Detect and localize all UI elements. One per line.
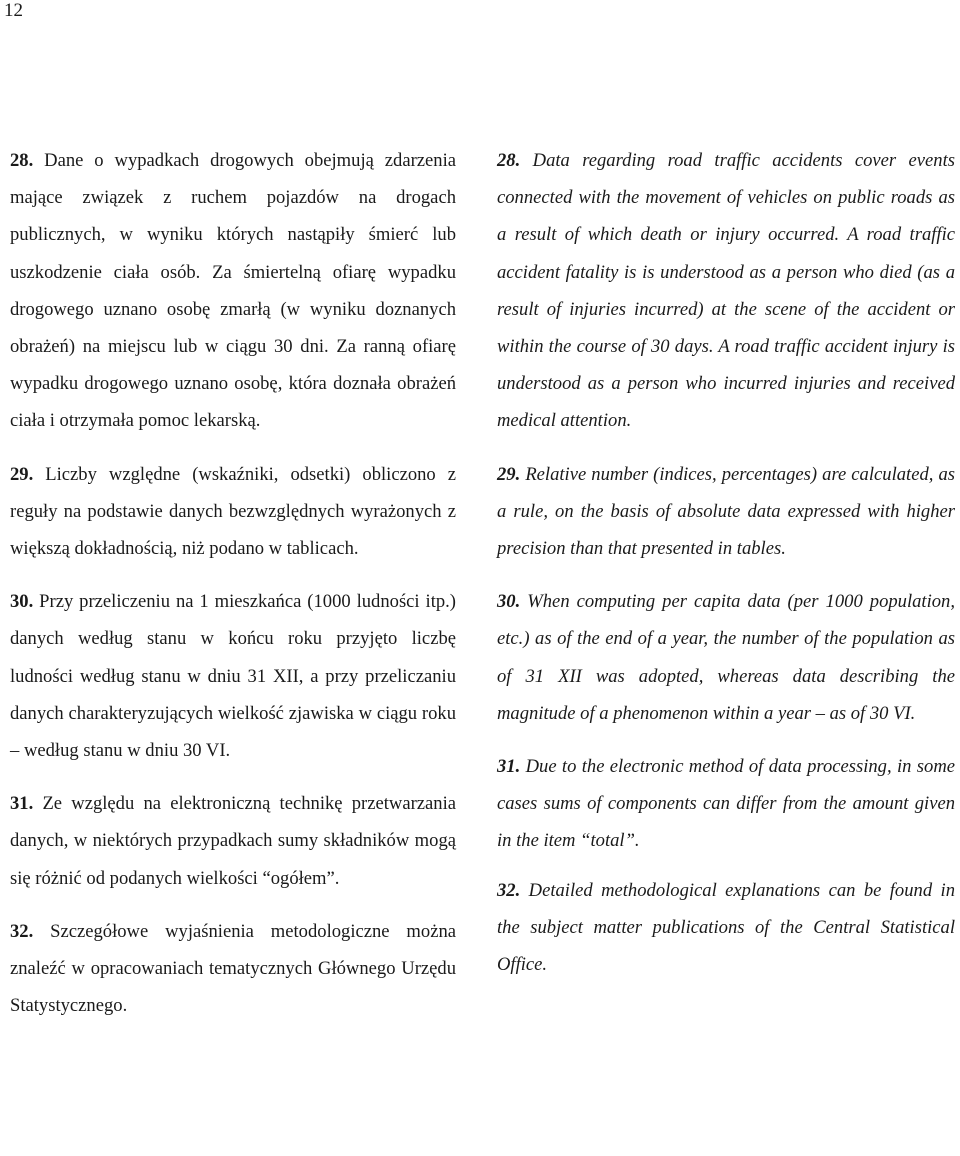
paragraph-en-32 [497, 872, 955, 984]
paragraph-en-28 [497, 142, 955, 440]
paragraph-text: Liczby względne (wskaźniki, odsetki) obliczono z reguły na podstawie danych bezwzględnych wyrażonych z większą dokładnością, niż podano w tablicach. [10, 463, 456, 560]
english-column [497, 142, 955, 983]
paragraph-number: 29. [10, 463, 34, 485]
paragraph-number: 30. [497, 591, 521, 613]
paragraph-text: Data regarding road traffic accidents cover events connected with the movement of vehicles on public roads as a result of which death or injury occurred. A road traffic accident fatality is is understood as a person who died (as a result of injuries incurred) at the scene of the accident or within the course of 30 days. A road traffic accident injury is understood as a person who incurred injuries and received medical attention. [497, 150, 955, 432]
paragraph-en-29 [497, 456, 955, 568]
paragraph-number: 29. [497, 463, 521, 485]
paragraph-number: 32. [10, 920, 34, 942]
paragraph-number: 28. [497, 150, 521, 171]
paragraph-text: Detailed methodological explanations can be found in the subject matter publications of the Central Statistical Office. [497, 879, 955, 976]
paragraph-text: Przy przeliczeniu na 1 mieszkańca (1000 ludności itp.) danych według stanu w końcu roku przyjęto liczbę ludności według stanu w dniu 31 XII, a przy przeliczaniu danych charakteryzujących wielkość zjawiska w ciągu roku – według stanu w dniu 30 VI. [10, 591, 456, 762]
paragraph-text: Due to the electronic method of data processing, in some cases sums of components can differ from the amount given in the item “total”. [497, 756, 955, 852]
paragraph-text: Ze względu na elektroniczną technikę przetwarzania danych, w niektórych przypadkach sumy składników mogą się różnić od podanych wielkości “ogółem”. [10, 793, 456, 889]
paragraph-number: 31. [497, 756, 521, 778]
paragraph-text: When computing per capita data (per 1000 population, etc.) as of the end of a year, the number of the population as of 31 XII was adopted, whereas data describing the magnitude of a phenomenon within a year – as of 30 VI. [497, 591, 955, 724]
paragraph-number: 31. [10, 793, 34, 815]
paragraph-number: 30. [10, 591, 34, 613]
paragraph-pl-31 [10, 785, 456, 897]
paragraph-text: Dane o wypadkach drogowych obejmują zdarzenia mające związek z ruchem pojazdów na drogach publicznych, w wyniku których nastąpiły śmierć lub uszkodzenie ciała osób. Za śmiertelną ofiarę wypadku drogowego uznano osobę zmarłą (w wyniku doznanych obrażeń) na miejscu lub w ciągu 30 dni. Za ranną ofiarę wypadku drogowego uznano osobę, która doznała obrażeń ciała i otrzymała pomoc lekarską. [10, 150, 456, 432]
polish-column [10, 142, 456, 1024]
paragraph-en-31 [497, 748, 955, 860]
paragraph-text: Relative number (indices, percentages) are calculated, as a rule, on the basis of absolute data expressed with higher precision than that presented in tables. [497, 463, 955, 560]
page-number: 12 [4, 0, 23, 21]
paragraph-en-30 [497, 583, 955, 732]
paragraph-pl-32 [10, 913, 456, 1025]
paragraph-pl-30 [10, 583, 456, 769]
paragraph-number: 32. [497, 879, 521, 901]
paragraph-text: Szczegółowe wyjaśnienia metodologiczne można znaleźć w opracowaniach tematycznych Głównego Urzędu Statystycznego. [10, 920, 456, 1017]
paragraph-pl-28 [10, 142, 456, 440]
paragraph-pl-29 [10, 456, 456, 568]
paragraph-number: 28. [10, 150, 34, 171]
